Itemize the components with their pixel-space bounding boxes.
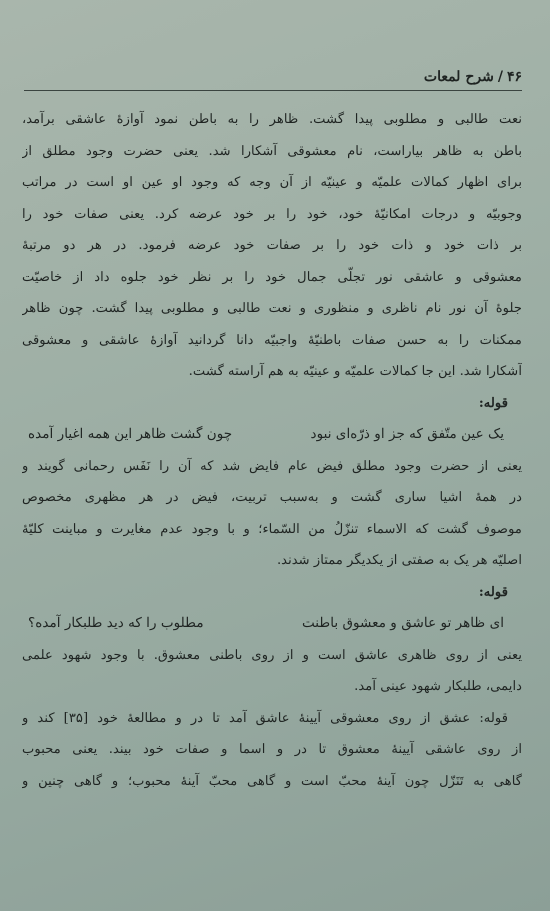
text-line: باطن به ظاهر بیاراست، نام معشوقی آشکارا شد. یعنی حضرت وجود مطلق از [22,143,522,159]
text-line: یعنی از روی ظاهری عاشق است و از روی باطنی معشوق. با وجود شهود علمی [22,647,522,663]
text-line: وجوبیّه و درجات امکانیّهٔ خود، خود را بر خود عرضه کرد. یعنی صفات خود را [22,206,522,222]
verse-hemistich-left: چون گشت ظاهر این همه اغیار آمده [28,426,233,442]
book-title: شرح لمعات [423,69,494,85]
quote-label: قوله: [478,395,508,411]
text-line: قوله: عشق از روی معشوقی آیینهٔ عاشق آمد تا در و مطالعهٔ خود [۳۵] کند و [22,710,508,726]
page-header [20,66,522,88]
verse-hemistich-right: یک عین متّفق که جز او ذرّه‌ای نبود [310,426,504,442]
text-line: جلوهٔ آن نور نام ناظری و منظوری و نعت طالبی و مطلوبی پیدا گشت. چون ظاهر [22,301,522,316]
text-line: نعت طالبی و مطلوبی پیدا گشت. ظاهر را به باطن نمود آوازهٔ عاشقی برآمد، [22,112,522,127]
text-line: برای اظهار کمالات علمیّه و عینیّه از آن وجه که وجود او عین او است در مراتب [22,175,522,190]
header-divider [24,90,522,91]
verse-hemistich-right: ای ظاهر تو عاشق و معشوق باطنت [301,615,504,631]
page-number: ۴۶ [506,69,522,85]
quote-label: قوله: [478,584,508,600]
text-line: معشوقی و عاشقی نور تجلّی جمال خود را بر نظر خود جلوه داد از خاصیّت [22,269,522,285]
text-line: یعنی از حضرت وجود مطلق فیض عام فایض شد که آن را نَفَس رحمانی گویند و [22,458,522,474]
verse-couplet [22,608,522,640]
text-line: آشکارا شد. این جا کمالات علمیّه و عینیّه به هم آراسته گشت. [188,364,522,379]
verse-hemistich-left: مطلوب را که دید طلبکار آمده؟ [28,615,204,631]
text-line: گاهی به تَنَزّل چون آینهٔ محبّ است و گاهی محبّ آینهٔ محبوب؛ و گاهی چنین و [22,773,522,789]
text-line: ممکنات را به حسن صفات باطنیّهٔ واجبیّه دانا گردانید آوازهٔ عاشقی و معشوقی [22,332,522,348]
text-line: از روی عاشقی آیینهٔ معشوق تا در و اسما و صفات خود بیند. یعنی محبوب [22,742,522,757]
text-line: بر ذات خود و ذات خود را بر صفات خود عرضه فرمود. در هر دو مرتبهٔ [22,238,522,253]
text-line: دایمی، طلبکار شهود عینی آمد. [354,679,522,694]
text-line: در همهٔ اشیا ساری گشت و به‌سبب تربیت، فیض در هر مظهری مخصوص [22,490,522,505]
header-separator: / [497,69,503,85]
verse-couplet [22,419,522,451]
text-line: موصوف گشت که الاسماء تنزّلُ من السّماء؛ و با وجود عدم مغایرت و مباینت کلیّهٔ [22,521,522,537]
text-line: اصلیّه هر یک به صفتی از یکدیگر ممتاز شدند. [276,553,522,568]
page-body [22,104,522,797]
